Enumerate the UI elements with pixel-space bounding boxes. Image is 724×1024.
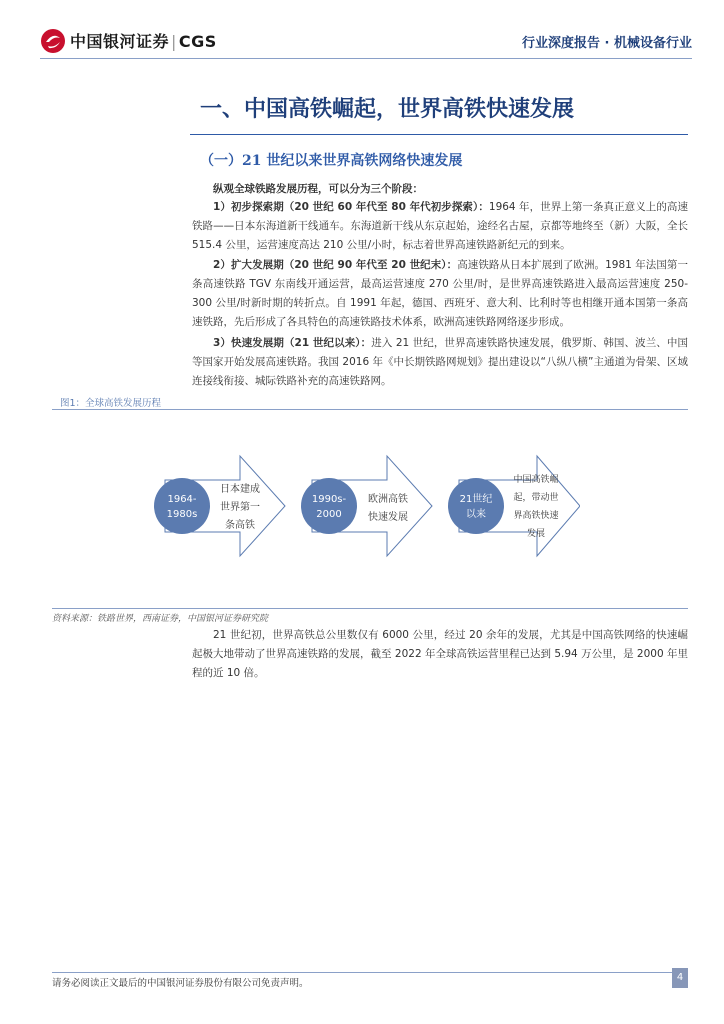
stage-desc-3-line3: 界高铁快速	[513, 511, 559, 521]
stage-desc-1-line2: 世界第一	[220, 502, 260, 513]
intro-paragraph	[192, 180, 688, 199]
stage-circle-1	[154, 478, 210, 534]
stage3-label: 3）快速发展期（21 世纪以来）：	[213, 337, 372, 349]
timeline-diagram	[140, 450, 580, 570]
stage2-label: 2）扩大发展期（20 世纪 90 年代至 20 世纪末）：	[213, 259, 458, 271]
figure-source: 资料来源：铁路世界，西南证券，中国银河证券研究院	[52, 614, 269, 624]
stage-period-2-line1: 1990s-	[311, 494, 347, 505]
section-title: （一）21 世纪以来世界高铁网络快速发展	[200, 153, 463, 169]
header-divider	[40, 58, 692, 59]
logo-separator: |	[171, 32, 177, 51]
figure-top-divider	[52, 409, 688, 410]
stage-circle-3	[448, 478, 504, 534]
stage-desc-1-line3: 条高铁	[225, 520, 255, 531]
intro-text: 纵观全球铁路发展历程，可以分为三个阶段：	[213, 183, 423, 195]
stage-period-3-line2: 以来	[466, 509, 486, 520]
stage2-text: 高速铁路从日本扩展到了欧洲。1981 年法国第一条高速铁路 TGV 东南线开通运营，最高运营速度 270 公里/时，是世界高速铁路进入最高运营速度 250-300 公里/时新时期的转折点。自 1991 年起，德国、西班牙、意大利、比利时等也相继开通本国第一条高速铁路，先后形成了各具特色的高速铁路技术体系，欧洲高速铁路网络逐步形成。	[192, 259, 688, 328]
stage-desc-3-line1: 中国高铁崛	[513, 475, 559, 485]
summary-paragraph: 21 世纪初，世界高铁总公里数仅有 6000 公里，经过 20 余年的发展，尤其是中国高铁网络的快速崛起极大地带动了世界高速铁路的发展，截至 2022 年全球高铁运营里程已达到 5.94 万公里，是 2000 年里程的近 10 倍。	[192, 629, 688, 679]
figure-bottom-divider	[52, 608, 688, 609]
stage-period-1-line2: 1980s	[166, 509, 198, 520]
figure-caption: 图1：全球高铁发展历程	[60, 398, 162, 409]
logo-en: CGS	[178, 32, 217, 51]
stage2-paragraph	[192, 256, 688, 332]
page-number: 4	[672, 968, 688, 988]
stage-period-1-line1: 1964-	[167, 494, 197, 505]
stage1-label: 1）初步探索期（20 世纪 60 年代至 80 年代初步探索）：	[213, 201, 489, 213]
stage-desc-1-line1: 日本建成	[220, 484, 260, 495]
chapter-title: 一、中国高铁崛起，世界高铁快速发展	[200, 96, 575, 122]
report-type: 行业深度报告 · 机械设备行业	[522, 36, 692, 51]
stage-desc-2-line1: 欧洲高铁	[368, 494, 408, 505]
stage3-paragraph	[192, 334, 688, 391]
stage1-text: 1964 年，世界上第一条真正意义上的高速铁路——日本东海道新干线通车。东海道新干线从东京起始，途经名古屋，京都等地终至（新）大阪，全长 515.4 公里，运营速度高达 210 公里/小时，标志着世界高速铁路新纪元的到来。	[192, 201, 689, 251]
footer-disclaimer: 请务必阅读正文最后的中国银河证券股份有限公司免责声明。	[52, 978, 309, 989]
stage-circle-2	[301, 478, 357, 534]
stage-period-3-line1: 21世纪	[459, 494, 493, 505]
stage-desc-2-line2: 快速发展	[368, 512, 408, 523]
logo-icon	[40, 28, 66, 54]
stage-desc-3-line2: 起，带动世	[513, 493, 559, 503]
stage3-text: 进入 21 世纪，世界高速铁路快速发展，俄罗斯、韩国、波兰、中国等国家开始发展高速铁路。我国 2016 年《中长期铁路网规划》提出建设以“八纵八横”主通道为骨架、区域连接线衔接、城际铁路补充的高速铁路网。	[192, 337, 688, 387]
stage-desc-3-line4: 发展	[526, 529, 546, 539]
stage-period-2-line2: 2000	[316, 509, 342, 520]
logo-cn: 中国银河证券	[70, 32, 170, 51]
logo-text	[70, 29, 217, 52]
chapter-divider	[190, 134, 688, 135]
stage1-paragraph	[192, 198, 688, 255]
footer-divider	[52, 972, 688, 973]
